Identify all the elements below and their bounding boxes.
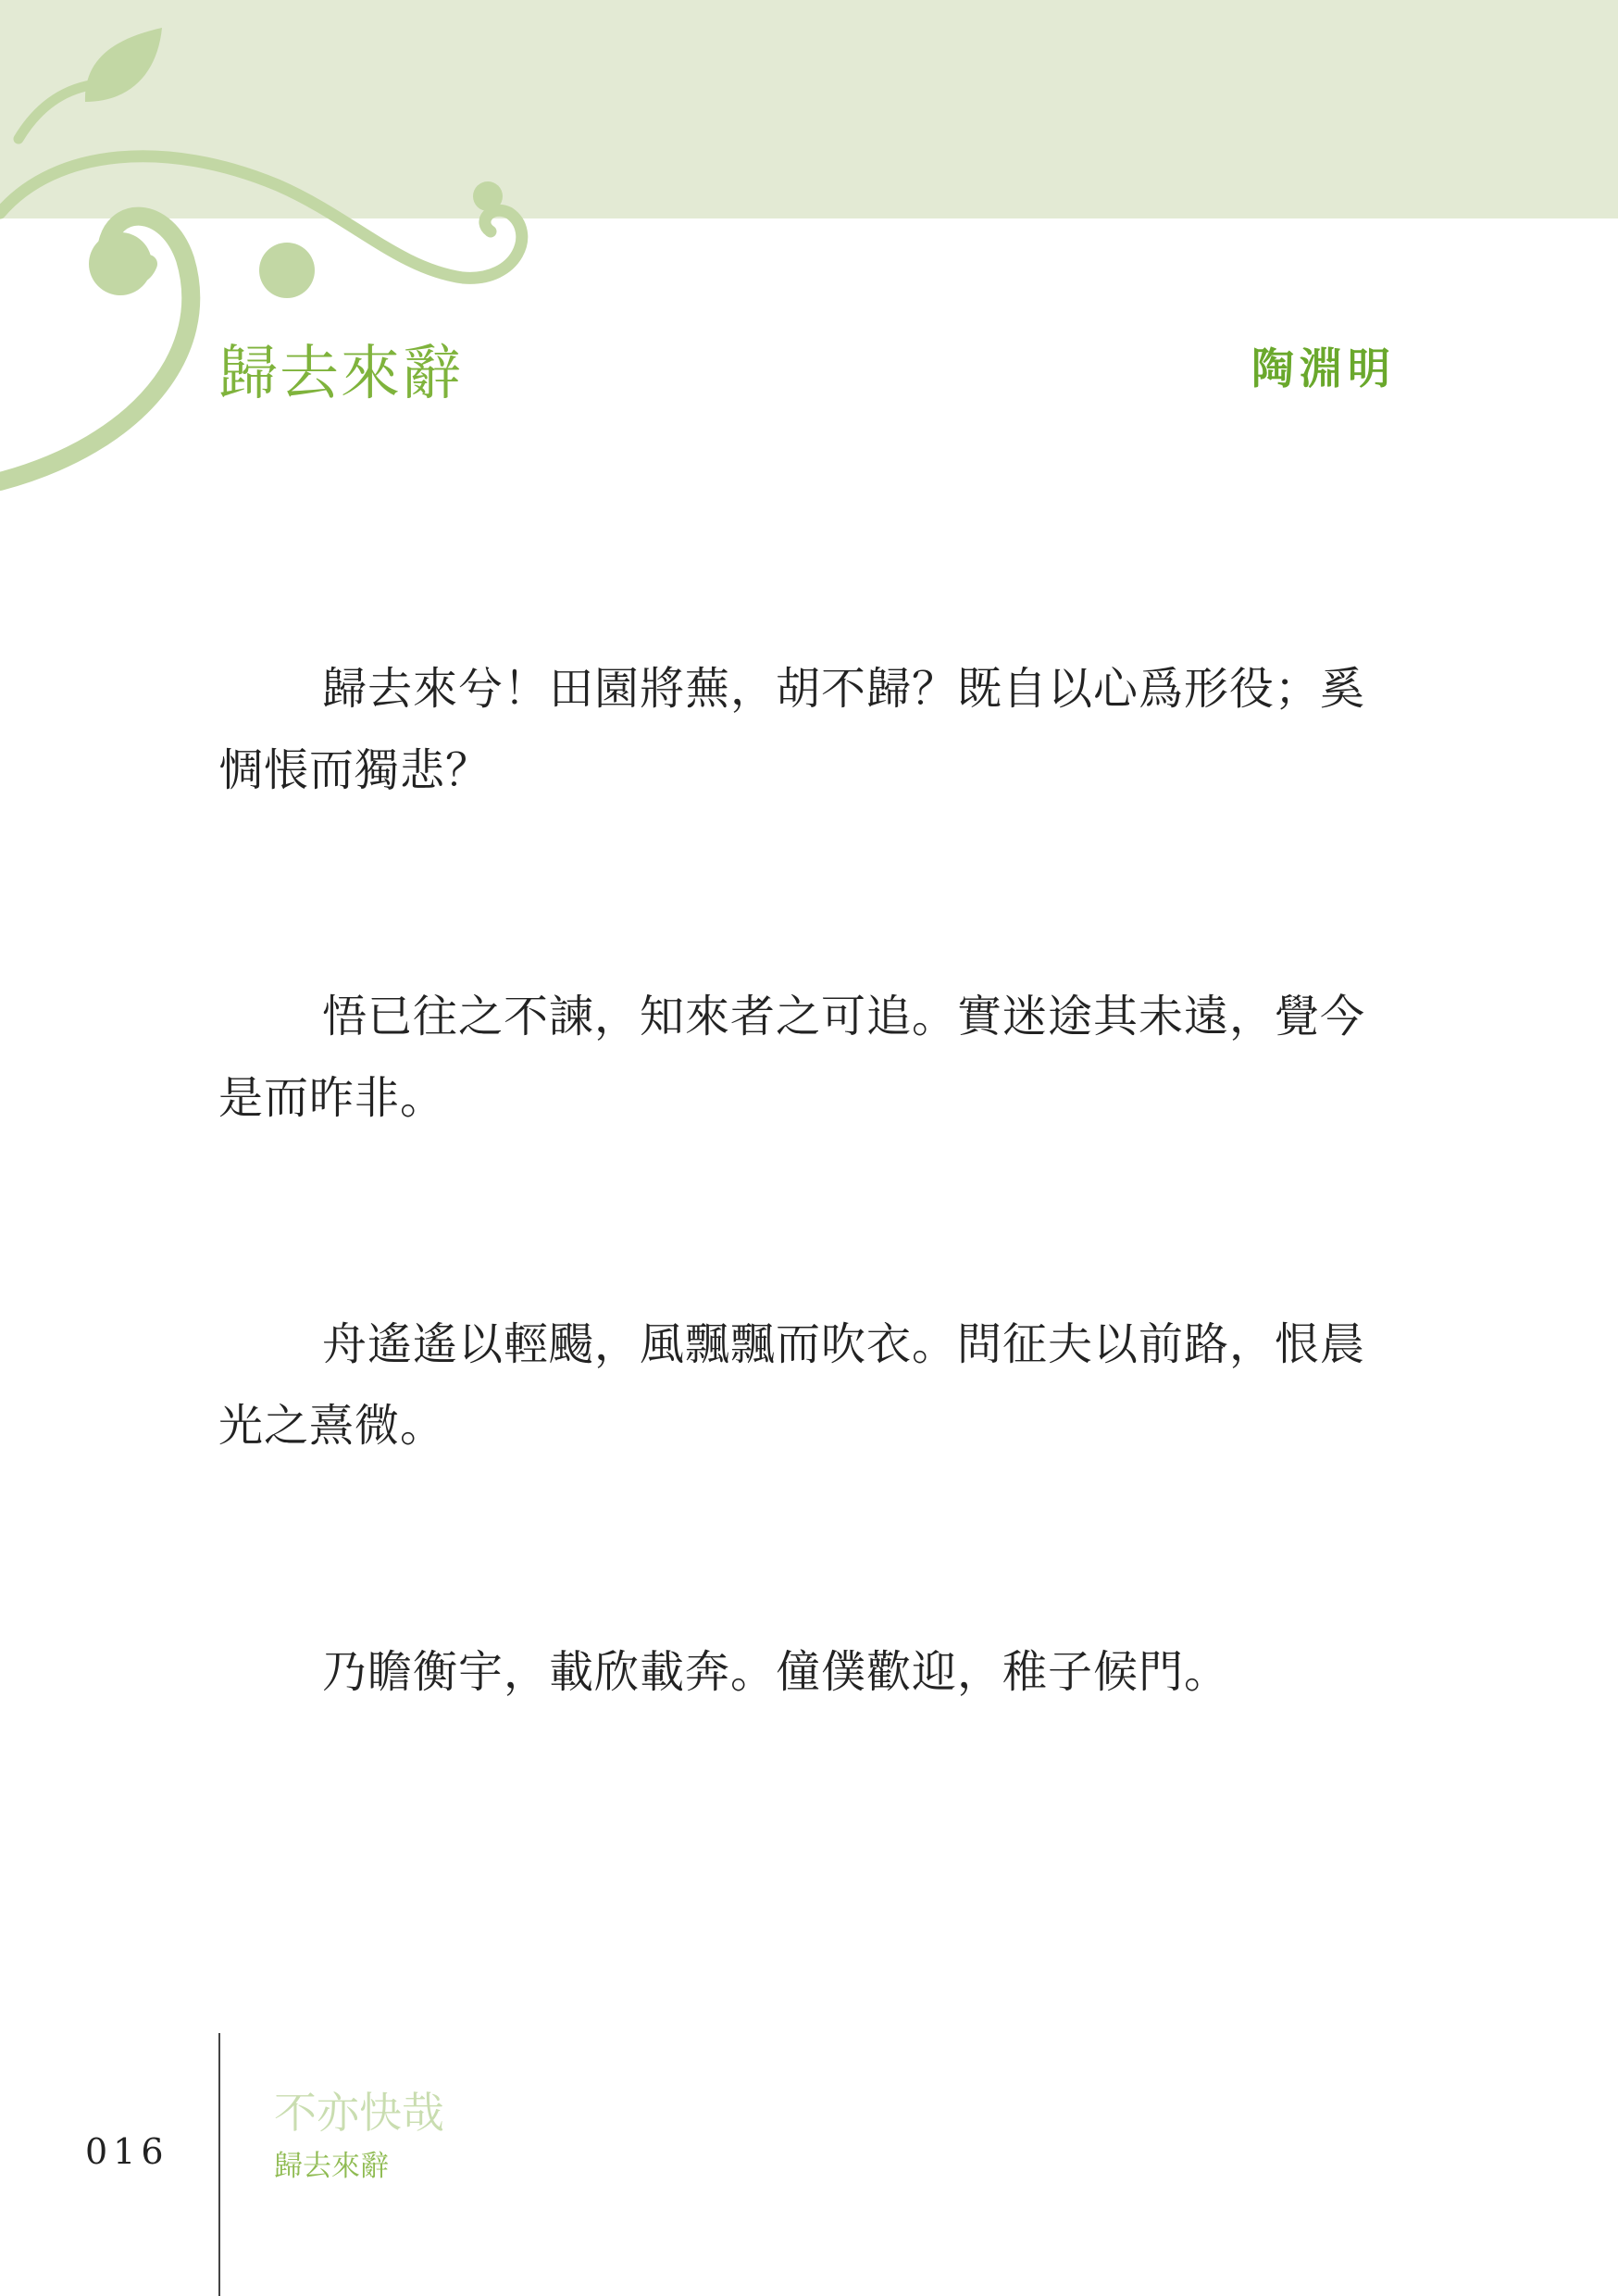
page-number: 016 <box>85 2131 169 2172</box>
page-title: 歸去來辭 <box>218 340 463 408</box>
footer-divider <box>218 2033 220 2296</box>
chapter-title: 歸去來辭 <box>274 2150 389 2183</box>
paragraph: 歸去來兮！田園將蕪，胡不歸？既自以心爲形役；奚惆悵而獨悲？ <box>218 663 1366 796</box>
paragraph: 悟已往之不諫，知來者之可追。實迷途其未遠，覺今是而昨非。 <box>218 991 1366 1124</box>
vine-ornament-icon <box>0 0 574 518</box>
author-name: 陶淵明 <box>1251 343 1396 393</box>
book-title: 不亦快哉 <box>274 2088 444 2138</box>
paragraph: 舟遙遙以輕颺，風飄飄而吹衣。問征夫以前路，恨晨光之熹微。 <box>218 1318 1366 1452</box>
paragraph: 乃瞻衡宇，載欣載奔。僮僕歡迎，稚子候門。 <box>322 1646 1230 1698</box>
